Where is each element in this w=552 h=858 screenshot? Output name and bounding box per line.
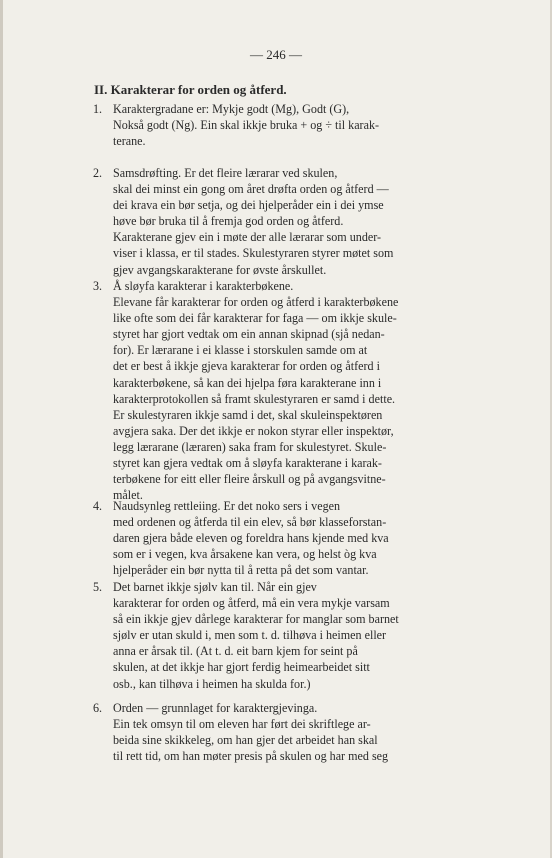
text-line: gjev avgangskarakterane for øvste årskullet.	[113, 262, 327, 277]
text-line: det er best å ikkje gjeva karakterar for orden og åtferd i	[113, 359, 380, 374]
text-line: viser i klassa, er til stades. Skulestyraren styrer møtet som	[113, 246, 394, 261]
item-number: 5.	[93, 580, 103, 594]
text-line: som er i vegen, kva årsakene kan vera, og helst òg kva	[113, 547, 377, 562]
list-item-2	[93, 165, 501, 278]
page-edge-left	[0, 0, 3, 858]
item-number: 3.	[93, 279, 103, 293]
list-item-3	[93, 278, 501, 503]
section-heading: II. Karakterar for orden og åtferd.	[94, 82, 287, 97]
text-line: daren gjera både eleven og foreldra hans kjende med kva	[113, 531, 389, 546]
list-item-1	[93, 101, 501, 149]
text-line: Det barnet ikkje sjølv kan til. Når ein gjev	[113, 580, 317, 594]
text-line: karakterar for orden og åtferd, må ein vera mykje varsam	[113, 596, 390, 611]
text-line: Ein tek omsyn til om eleven har ført dei skriftlege ar-	[113, 717, 371, 732]
text-line: terbøkene for eitt eller fleire årskull og på avgangsvitne-	[113, 472, 386, 487]
text-line: Nokså godt (Ng). Ein skal ikkje bruka + og ÷ til karak-	[113, 118, 380, 133]
text-line: Karakterane gjev ein i møte der alle lærarar som under-	[113, 230, 382, 245]
text-line: Orden — grunnlaget for karaktergjevinga.	[113, 701, 318, 715]
text-line: med ordenen og åtferda til ein elev, så bør klasseforstan-	[113, 515, 387, 530]
text-line: så ein ikkje gjev dårlege karakterar for manglar som barnet	[113, 612, 399, 627]
list-item-4	[93, 498, 501, 578]
text-line: styret kan gjera vedtak om å sløyfa karakterane i karak-	[113, 456, 382, 471]
text-line: beida sine skikkeleg, om han gjer det arbeidet han skal	[113, 733, 378, 748]
text-line: for). Er lærarane i ei klasse i storskulen samde om at	[113, 343, 368, 358]
text-line: anna er årsak til. (At t. d. eit barn kjem for seint på	[113, 644, 358, 659]
text-line: like ofte som dei får karakterar for faga — om ikkje skule-	[113, 311, 397, 326]
item-number: 6.	[93, 701, 103, 715]
text-line: karakterbøkene, så kan dei hjelpa føra karakterane inn i	[113, 375, 382, 390]
text-line: til rett tid, om han møter presis på skulen og har med seg	[113, 749, 389, 764]
text-line: hjelperåder ein bør nytta til å retta på det som vantar.	[113, 563, 369, 578]
item-number: 1.	[93, 102, 103, 116]
text-line: målet.	[113, 488, 143, 503]
text-line: Elevane får karakterar for orden og åtferd i karakterbøkene	[113, 295, 399, 310]
text-line: skulen, at det ikkje har gjort ferdig heimearbeidet sitt	[113, 660, 370, 675]
text-line: Naudsynleg rettleiing. Er det noko sers i vegen	[113, 499, 341, 513]
text-line: høve bør bruka til å fremja god orden og åtferd.	[113, 214, 344, 229]
text-line: terane.	[113, 134, 146, 149]
text-line: Karaktergradane er: Mykje godt (Mg), Godt (G),	[113, 102, 350, 116]
text-line: skal dei minst ein gong om året drøfta orden og åtferd —	[113, 182, 389, 197]
text-line: osb., kan tilhøva i heimen ha skulda for.)	[113, 676, 311, 691]
text-line: legg lærarane (læraren) saka fram for skulestyret. Skule-	[113, 439, 387, 454]
text-line: avgjera saka. Der det ikkje er nokon styrar eller inspektør,	[113, 423, 394, 438]
list-item-5	[93, 579, 501, 692]
text-line: karakterprotokollen så framt skulestyraren er samd i dette.	[113, 391, 396, 406]
text-line: sjølv er utan skuld i, men som t. d. tilhøva i heimen eller	[113, 628, 387, 643]
text-line: Er skulestyraren ikkje samd i det, skal skuleinspektøren	[113, 407, 383, 422]
page-number: — 246 —	[250, 47, 302, 62]
item-number: 2.	[93, 166, 103, 180]
text-line: Å sløyfa karakterar i karakterbøkene.	[113, 279, 294, 293]
list-item-6	[93, 700, 501, 764]
item-number: 4.	[93, 499, 103, 513]
text-line: dei krava ein bør setja, og dei hjelperåder ein i dei ymse	[113, 198, 384, 213]
text-line: styret har gjort vedtak om ein annan skipnad (sjå nedan-	[113, 327, 385, 342]
text-line: Samsdrøfting. Er det fleire lærarar ved skulen,	[113, 166, 338, 180]
